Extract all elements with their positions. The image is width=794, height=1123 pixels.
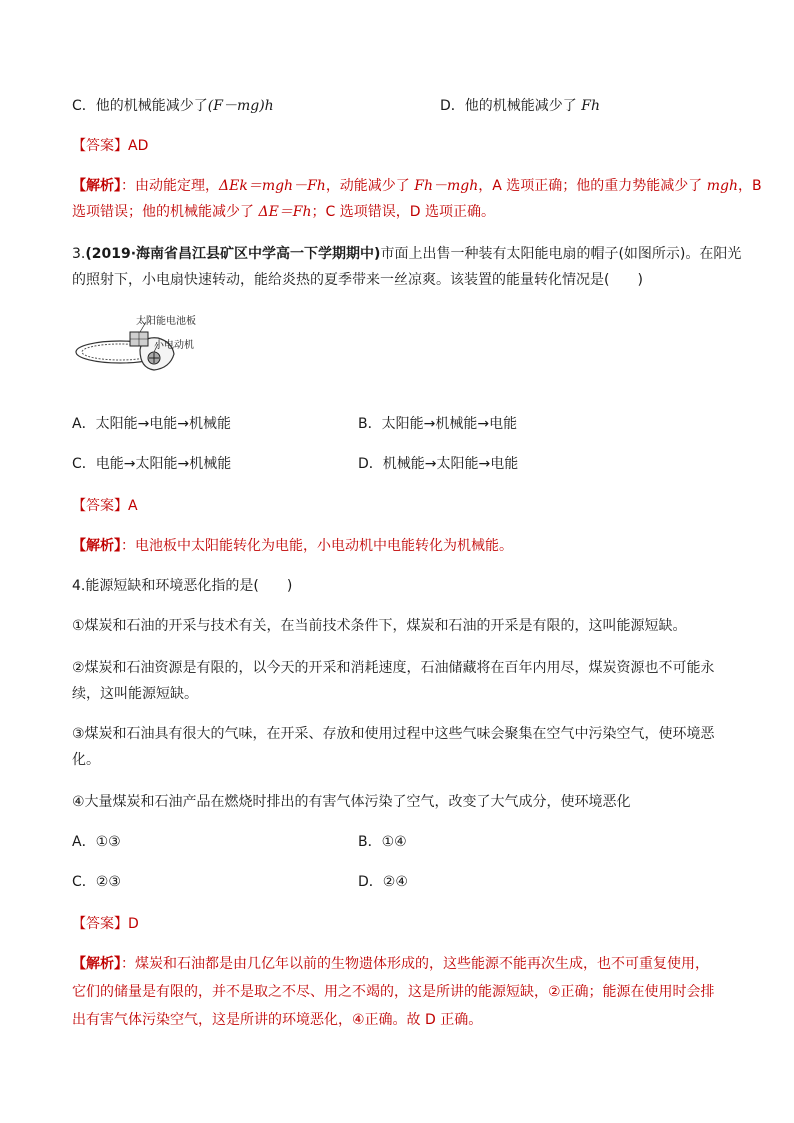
q2-analysis-line2: 选项错误；他的机械能减少了 ΔE＝Fh；C 选项错误，D 选项正确。: [72, 204, 495, 220]
q4-stem: 4.能源短缺和环境恶化指的是( ): [72, 578, 293, 594]
q3-stem-line1: 3.(2019·海南省昌江县矿区中学高一下学期期中)市面上出售一种装有太阳能电扇的帽子(如图所示)。在阳光: [72, 246, 742, 262]
q4-option-d: D．②④: [358, 874, 408, 890]
figure-label-motor: 小电动机: [154, 340, 194, 351]
q3-option-d: D．机械能→太阳能→电能: [358, 456, 519, 472]
q4-option-c: C．②③: [72, 874, 121, 890]
q3-stem-line2: 的照射下，小电扇快速转动，能给炎热的夏季带来一丝凉爽。该装置的能量转化情况是( ): [72, 272, 643, 288]
q3-option-b: B．太阳能→机械能→电能: [358, 416, 518, 432]
q2-option-c: C．他的机械能减少了(F－mg)h: [72, 98, 274, 114]
q4-item2-line1: ②煤炭和石油资源是有限的，以今天的开采和消耗速度，石油储藏将在百年内用尽，煤炭资源也不可能永: [72, 660, 715, 676]
q3-analysis: 【解析】：电池板中太阳能转化为电能，小电动机中电能转化为机械能。: [72, 538, 513, 554]
q4-analysis-line2: 它们的储量是有限的，并不是取之不尽、用之不竭的，这是所讲的能源短缺，②正确；能源在使用时会排: [72, 984, 715, 1000]
q4-item3-line2: 化。: [72, 752, 100, 768]
q4-answer: 【答案】D: [72, 916, 139, 932]
q4-analysis-line1: 【解析】：煤炭和石油都是由几亿年以前的生物遗体形成的，这些能源不能再次生成，也不可重复使用，: [72, 956, 709, 972]
q4-item1: ①煤炭和石油的开采与技术有关，在当前技术条件下，煤炭和石油的开采是有限的，这叫能源短缺。: [72, 618, 687, 634]
solar-hat-figure: [70, 310, 196, 390]
q2-analysis-line1: 【解析】：由动能定理，ΔEk＝mgh－Fh，动能减少了 Fh－mgh，A 选项正确；他的重力势能减少了 mgh，B: [72, 178, 762, 194]
q3-option-c: C．电能→太阳能→机械能: [72, 456, 232, 472]
q3-option-a: A．太阳能→电能→机械能: [72, 416, 232, 432]
q2-option-d: D．他的机械能减少了 Fh: [440, 98, 600, 114]
q3-answer: 【答案】A: [72, 498, 138, 514]
q4-analysis-line3: 出有害气体污染空气，这是所讲的环境恶化，④正确。故 D 正确。: [72, 1012, 483, 1028]
q4-item2-line2: 续，这叫能源短缺。: [72, 686, 198, 702]
figure-label-solar-panel: 太阳能电池板: [136, 316, 196, 327]
q4-option-b: B．①④: [358, 834, 407, 850]
q2-answer: 【答案】AD: [72, 138, 149, 154]
q4-item3-line1: ③煤炭和石油具有很大的气味，在开采、存放和使用过程中这些气味会聚集在空气中污染空气，使环境恶: [72, 726, 715, 742]
q4-item4: ④大量煤炭和石油产品在燃烧时排出的有害气体污染了空气，改变了大气成分，使环境恶化: [72, 794, 631, 810]
q4-option-a: A．①③: [72, 834, 121, 850]
